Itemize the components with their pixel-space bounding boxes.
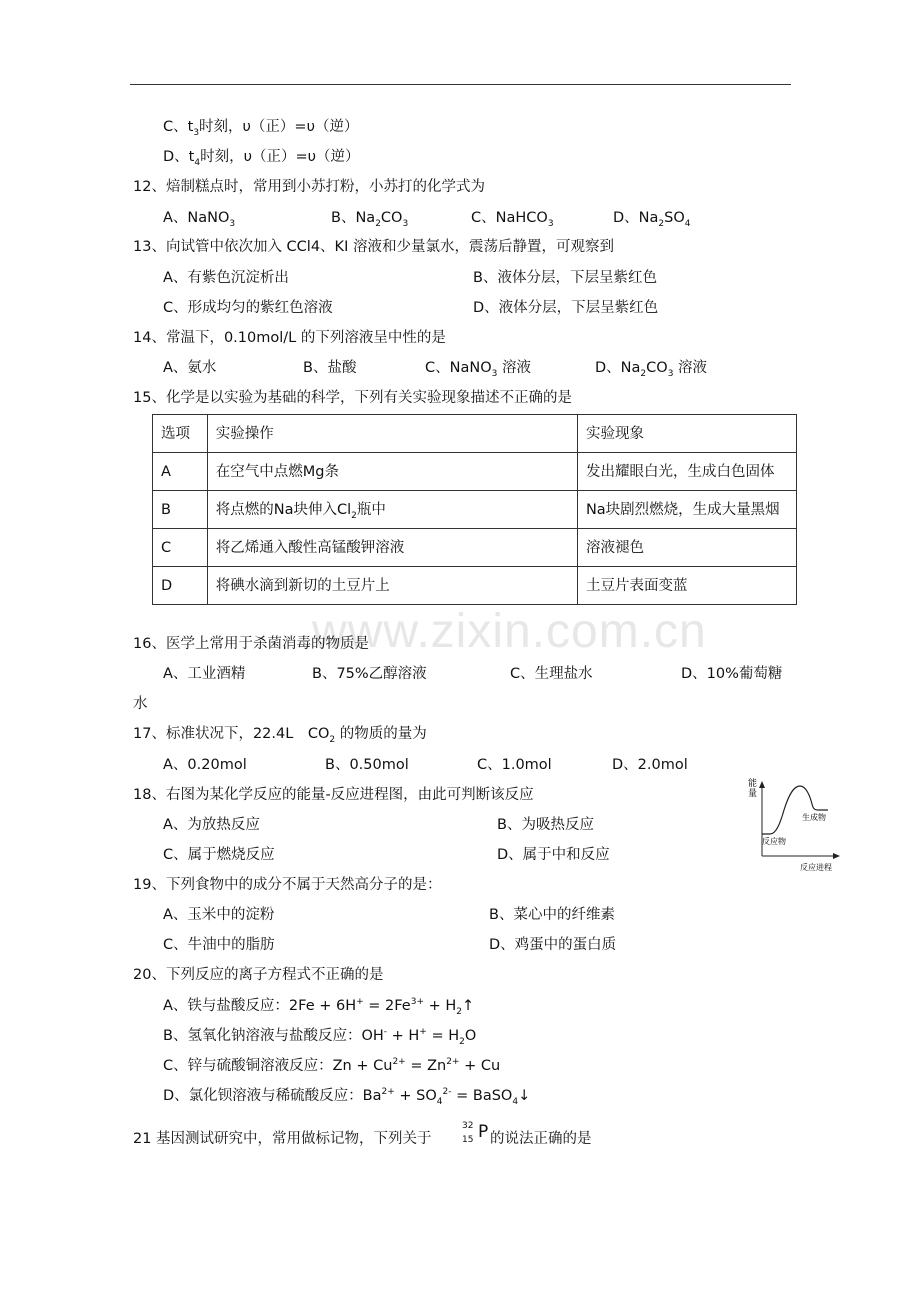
q16-stem: 16、医学上常用于杀菌消毒的物质是: [133, 636, 369, 652]
row-operation: 在空气中点燃Mg条: [207, 453, 577, 491]
y-axis-label-1: 能: [748, 779, 758, 789]
q14-option-c: C、NaNO$_3$ 溶液: [425, 360, 531, 379]
q17-option-a: A、0.20mol: [163, 757, 247, 773]
row-phenomenon: 溶液褪色: [577, 529, 796, 567]
table-header-row: [153, 415, 797, 453]
header-option: 选项: [153, 415, 208, 453]
q14-option-b: B、盐酸: [303, 360, 357, 376]
product-label: 生成物: [802, 813, 826, 822]
table-row: [153, 529, 797, 567]
q14-stem: 14、常温下，0.10mol/L 的下列溶液呈中性的是: [133, 330, 446, 346]
energy-diagram: [748, 776, 848, 876]
q18-option-c: C、属于燃烧反应: [163, 847, 275, 863]
row-phenomenon: 发出耀眼白光，生成白色固体: [577, 453, 796, 491]
q17-option-c: C、1.0mol: [477, 757, 552, 773]
q14-option-d: D、$Na_2CO_3$ 溶液: [595, 360, 708, 379]
q17-option-b: B、0.50mol: [325, 757, 409, 773]
y-axis-label-2: 量: [748, 789, 758, 799]
q11-option-c: C、$t_3$时刻，υ（正）=υ（逆）: [163, 119, 359, 138]
q16-option-b: B、75%乙醇溶液: [312, 666, 427, 682]
q21-stem-end: 的说法正确的是: [490, 1131, 592, 1147]
phosphorus-32-nuclide: [462, 1121, 492, 1151]
q13-stem: 13、向试管中依次加入 CCl4、KI 溶液和少量氯水，震荡后静置，可观察到: [133, 239, 614, 255]
energy-curve: [762, 786, 828, 834]
q14-option-a: A、氨水: [163, 360, 217, 376]
q13-option-d: D、液体分层，下层呈紫红色: [473, 300, 659, 316]
header-rule: [130, 84, 791, 85]
table-row: [153, 453, 797, 491]
q20-stem: 20、下列反应的离子方程式不正确的是: [133, 967, 384, 983]
watermark: www.zixin.com.cn: [312, 605, 707, 658]
row-operation: 将碘水滴到新切的土豆片上: [207, 567, 577, 605]
q20-option-b: B、氢氧化钠溶液与盐酸反应：$OH^- + H^+ = H_2O$: [163, 1027, 477, 1047]
q19-stem: 19、下列食物中的成分不属于天然高分子的是：: [133, 877, 442, 893]
q13-option-b: B、液体分层，下层呈紫红色: [473, 270, 657, 286]
q12-option-d: D、$Na_2SO_4$: [613, 210, 691, 229]
q18-option-d: D、属于中和反应: [497, 847, 610, 863]
q20-option-a: A、铁与盐酸反应：$2Fe + 6H^+ = 2Fe^{3+}$ + $H_2↑$: [163, 997, 475, 1017]
row-phenomenon: 土豆片表面变蓝: [577, 567, 796, 605]
q11-option-d: D、$t_4$时刻，υ（正）=υ（逆）: [163, 149, 360, 168]
q13-option-a: A、有紫色沉淀析出: [163, 270, 289, 286]
q17-option-d: D、2.0mol: [612, 757, 688, 773]
row-phenomenon: Na块剧烈燃烧，生成大量黑烟: [577, 491, 796, 529]
q18-stem: 18、右图为某化学反应的能量-反应进程图，由此可判断该反应: [133, 787, 534, 803]
table-row: [153, 491, 797, 529]
atomic-number: 15: [462, 1135, 474, 1145]
q12-option-a: A、NaNO$_3$: [163, 210, 236, 229]
q15-stem: 15、化学是以实验为基础的科学，下列有关实验现象描述不正确的是: [133, 390, 572, 406]
q19-option-c: C、牛油中的脂肪: [163, 937, 275, 953]
q12-option-b: B、$Na_2CO_3$: [331, 210, 409, 229]
element-symbol: P: [478, 1122, 489, 1142]
x-axis-arrow: [833, 853, 840, 859]
q16-option-d: D、10%葡萄糖: [681, 666, 783, 682]
table-row: [153, 567, 797, 605]
mass-number: 32: [462, 1121, 474, 1131]
header-phenomenon: 实验现象: [577, 415, 796, 453]
q19-option-a: A、玉米中的淀粉: [163, 907, 275, 923]
q20-option-d: D、氯化钡溶液与稀硫酸反应：$Ba^{2+} + SO_4^{2-}$ = BaSO$_4$↓: [163, 1087, 531, 1107]
experiment-table: [152, 414, 797, 605]
q12-option-c: C、NaHCO$_3$: [471, 210, 554, 229]
q17-stem: 17、标准状况下，22.4L $CO_2$ 的物质的量为: [133, 726, 427, 745]
row-operation: 将点燃的Na块伸入$Cl_2$瓶中: [207, 491, 577, 529]
q19-option-d: D、鸡蛋中的蛋白质: [489, 937, 617, 953]
q21-stem-start: 21 基因测试研究中，常用做标记物，下列关于: [133, 1131, 432, 1147]
reactant-label: 反应物: [762, 837, 786, 846]
q13-option-c: C、形成均匀的紫红色溶液: [163, 300, 333, 316]
q19-option-b: B、菜心中的纤维素: [489, 907, 615, 923]
row-option: A: [153, 453, 208, 491]
q12-stem: 12、焙制糕点时，常用到小苏打粉，小苏打的化学式为: [133, 179, 485, 195]
row-option: D: [153, 567, 208, 605]
q16-option-c: C、生理盐水: [510, 666, 593, 682]
q16-option-a: A、工业酒精: [163, 666, 246, 682]
header-operation: 实验操作: [207, 415, 577, 453]
row-option: B: [153, 491, 208, 529]
q18-option-a: A、为放热反应: [163, 817, 260, 833]
row-operation: 将乙烯通入酸性高锰酸钾溶液: [207, 529, 577, 567]
q20-option-c: C、锌与硫酸铜溶液反应：$Zn + Cu^{2+} = Zn^{2+} + Cu$: [163, 1057, 501, 1074]
row-option: C: [153, 529, 208, 567]
x-axis-label: 反应进程: [800, 863, 832, 872]
q16-option-d-wrap: 水: [133, 696, 148, 712]
y-axis-arrow: [759, 781, 765, 788]
q18-option-b: B、为吸热反应: [497, 817, 594, 833]
